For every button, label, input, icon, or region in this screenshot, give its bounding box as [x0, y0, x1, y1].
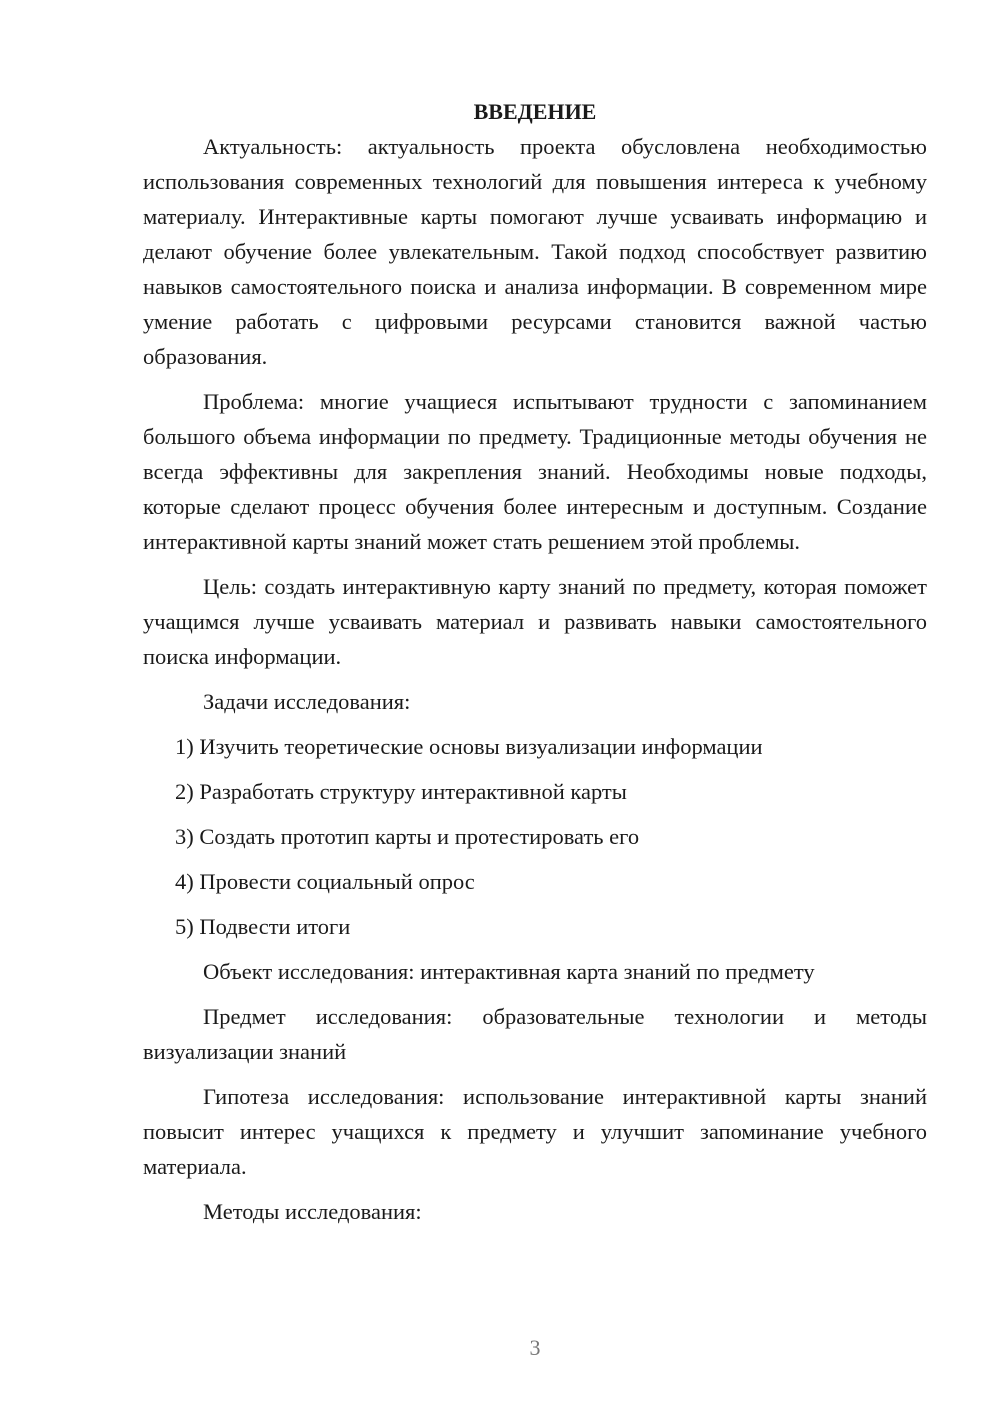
paragraph-problem: Проблема: многие учащиеся испытывают трудности с запоминанием большого объема информации по предмету. Традиционные методы обучения не всегда эффективны для закрепления знаний. Необходимы новые подходы, которые сделают процесс обучения более интересным и доступным. Создание интерактивной карты знаний может стать решением этой проблемы. [143, 389, 927, 554]
list-item: 1) Изучить теоретические основы визуализации информации [175, 734, 763, 759]
section-title: ВВЕДЕНИЕ [473, 99, 597, 124]
list-item: 4) Провести социальный опрос [175, 869, 475, 894]
tasks-list [143, 729, 927, 944]
paragraph-methods: Методы исследования: [203, 1199, 422, 1224]
list-item: 3) Создать прототип карты и протестировать его [175, 824, 640, 849]
paragraph-object: Объект исследования: интерактивная карта знаний по предмету [203, 959, 815, 984]
paragraph-relevance: Актуальность: актуальность проекта обусловлена необходимостью использования современных технологий для повышения интереса к учебному материалу. Интерактивные карты помогают лучше усваивать информацию и делают обучение более увлекательным. Такой подход способствует развитию навыков самостоятельного поиска и анализа информации. В современном мире умение работать с цифровыми ресурсами становится важной частью образования. [143, 134, 927, 369]
page-number: 3 [529, 1335, 541, 1360]
list-item: 5) Подвести итоги [175, 914, 351, 939]
paragraph-tasks-heading: Задачи исследования: [203, 689, 411, 714]
paragraph-hypothesis: Гипотеза исследования: использование интерактивной карты знаний повысит интерес учащихся к предмету и улучшит запоминание учебного материала. [143, 1084, 927, 1179]
paragraph-subject: Предмет исследования: образовательные технологии и методы визуализации знаний [143, 1004, 927, 1064]
paragraph-goal: Цель: создать интерактивную карту знаний по предмету, которая поможет учащимся лучше усваивать материал и развивать навыки самостоятельного поиска информации. [143, 574, 927, 669]
list-item: 2) Разработать структуру интерактивной карты [175, 779, 627, 804]
document-page [143, 94, 927, 1239]
